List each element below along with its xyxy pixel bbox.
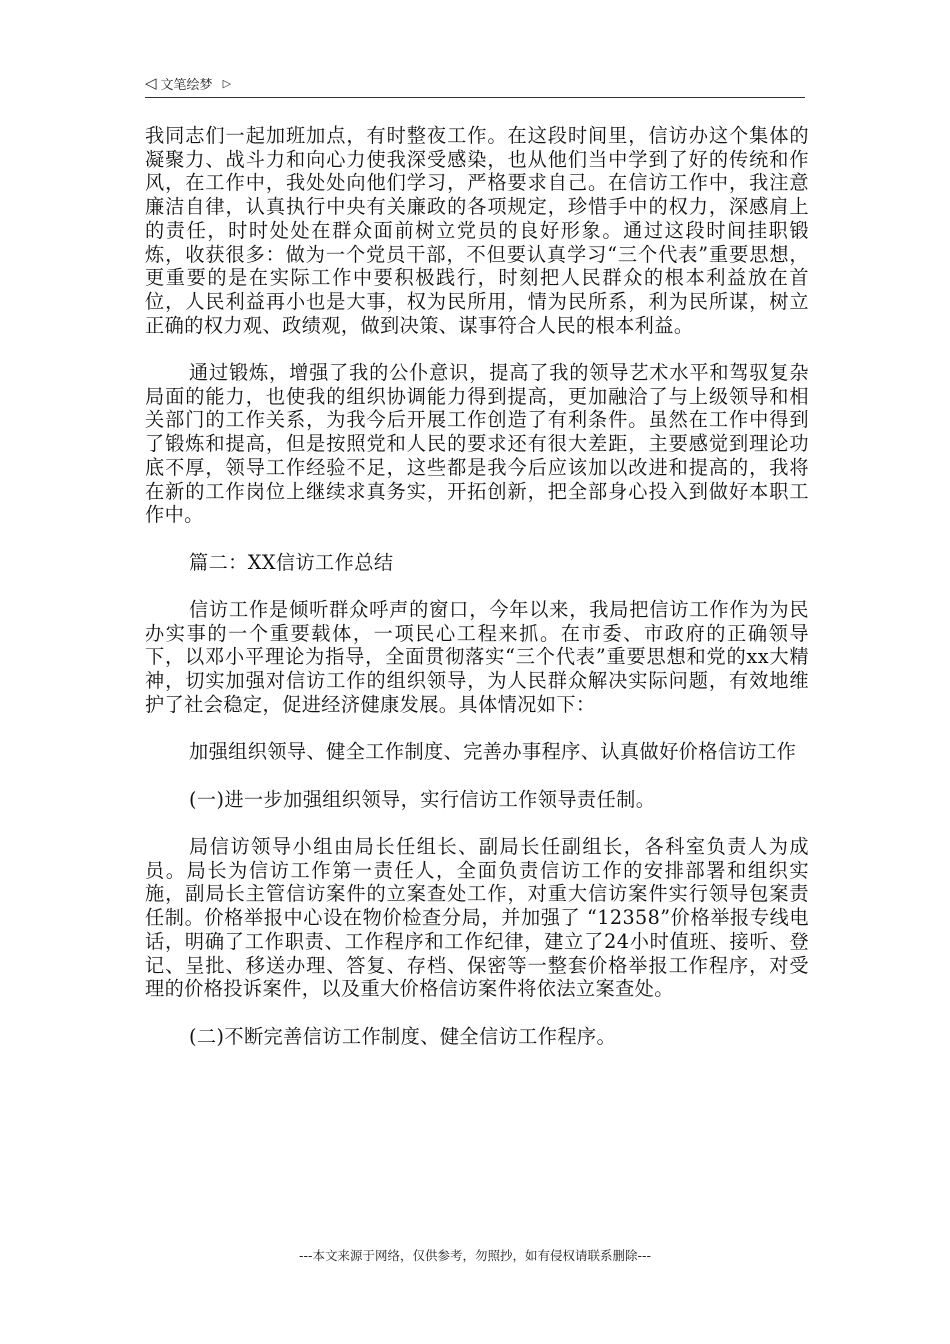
paragraph-leadership-group: 局信访领导小组由局长任组长、副局长任副组长，各科室负责人为成员。局长为信访工作第一责任人，全面负责信访工作的安排部署和组织实施，副局长主管信访案件的立案查处工作，对重大信访案件实行领导包案责任制。价格举报中心设在物价检查分局，并加强了 “12358”价格举报专线电话，明确了工作职责、工作程序和工作纪律，建立了24小时值班、接听、登记、呈批、移送办理、答复、存档、保密等一整套价格举报工作程序，对受理的价格投诉案件，以及重大价格信访案件将依法立案查处。: [145, 835, 809, 1001]
section-heading-part-two: 篇二：XX信访工作总结: [189, 550, 394, 574]
brand-name: 文笔绘梦: [160, 78, 213, 93]
triangle-right-icon: ▷: [222, 77, 232, 90]
subheading-one: (一)进一步加强组织领导，实行信访工作领导责任制。: [189, 787, 656, 811]
paragraph-training-summary: 通过锻炼，增强了我的公仆意识，提高了我的领导艺术水平和驾驭复杂局面的能力，也使我的组织协调能力得到提高，更加融洽了与上级领导和相关部门的工作关系，为我今后开展工作创造了有利条件。虽然在工作中得到了锻炼和提高，但是按照党和人民的要求还有很大差距，主要感觉到理论功底不厚，领导工作经验不足，这些都是我今后应该加以改进和提高的，我将在新的工作岗位上继续求真务实，开拓创新，把全部身心投入到做好本职工作中。: [145, 361, 809, 527]
header-divider: [145, 97, 805, 98]
page-header: [145, 72, 805, 98]
triangle-left-icon: ◁: [145, 74, 157, 92]
paragraph-continuation: 我同志们一起加班加点，有时整夜工作。在这段时间里，信访办这个集体的凝聚力、战斗力和向心力使我深受感染，也从他们当中学到了好的传统和作风，在工作中，我处处向他们学习，严格要求自己。在信访工作中，我注意廉洁自律，认真执行中央有关廉政的各项规定，珍惜手中的权力，深感肩上的责任，时时处处在群众面前树立党员的良好形象。通过这段时间挂职锻炼，收获很多：做为一个党员干部，不但要认真学习“三个代表”重要思想，更重要的是在实际工作中要积极践行，时刻把人民群众的根本利益放在首位，人民利益再小也是大事，权为民所用，情为民所系，利为民所谋，树立正确的权力观、政绩观，做到决策、谋事符合人民的根本利益。: [145, 124, 809, 337]
paragraph-petition-intro: 信访工作是倾听群众呼声的窗口，今年以来，我局把信访工作作为为民办实事的一个重要载体，一项民心工程来抓。在市委、市政府的正确领导下，以邓小平理论为指导，全面贯彻落实“三个代表”重要思想和党的xx大精神，切实加强对信访工作的组织领导，为人民群众解决实际问题，有效地维护了社会稳定，促进经济健康发展。具体情况如下：: [145, 598, 809, 716]
document-body: [145, 124, 809, 1072]
subheading-two: (二)不断完善信访工作制度、健全信访工作程序。: [189, 1024, 617, 1048]
page-footer-disclaimer: ---本文来源于网络，仅供参考，勿照抄，如有侵权请联系删除---: [298, 1248, 652, 1263]
subheading-organization: 加强组织领导、健全工作制度、完善办事程序、认真做好价格信访工作: [189, 740, 797, 764]
header-brand: [145, 74, 231, 93]
